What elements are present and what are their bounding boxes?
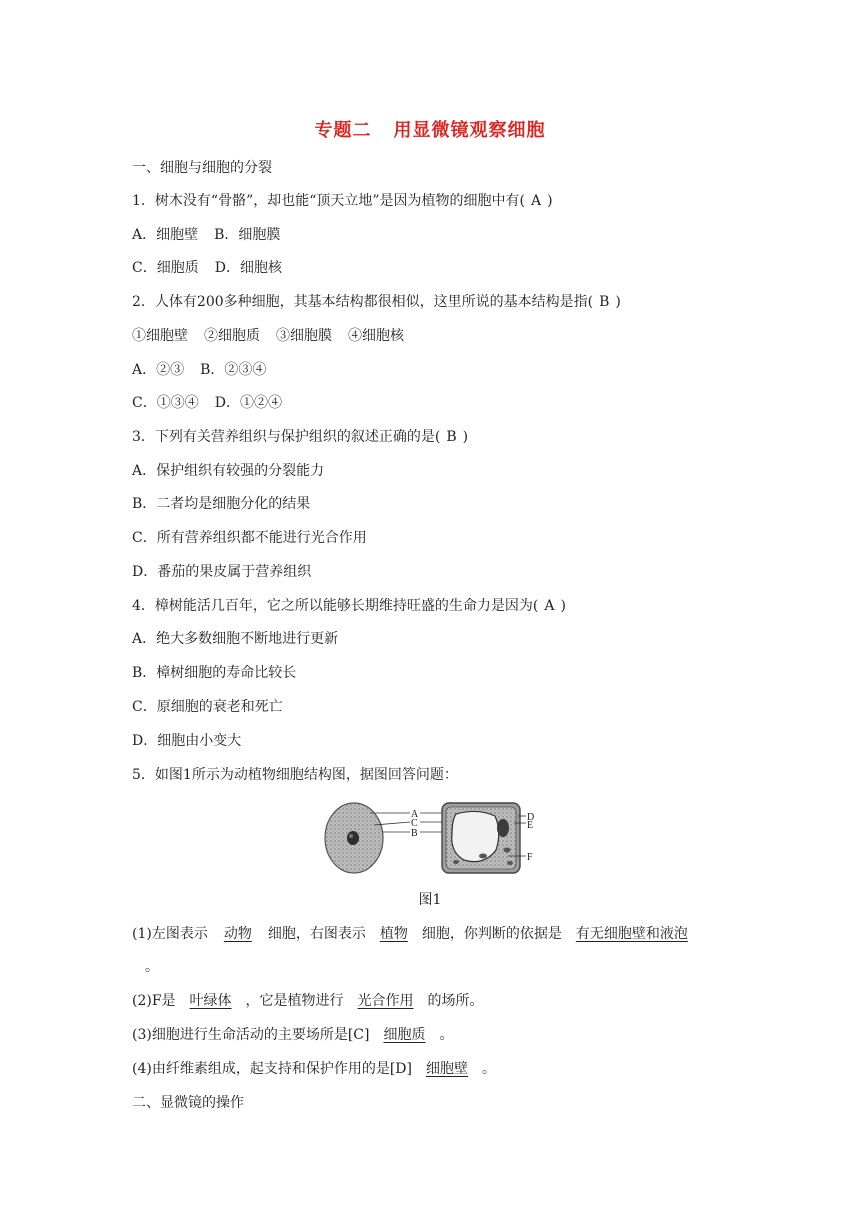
figure-label-e: E [527,820,534,831]
q4-stem: 4．樟树能活几百年，它之所以能够长期维持旺盛的生命力是因为( [132,598,539,614]
page-title [0,116,860,142]
q2-item-1: ①细胞壁 [132,328,188,344]
q1-options-cd [132,258,282,278]
q5-p1-answer-3 [562,924,688,944]
title-part1: 专题二 [314,120,372,141]
q5-p1-text-b: 细胞，右图表示 [267,926,366,942]
cell-diagram-svg [318,800,543,876]
q2-option-a: A．②③ [132,362,185,378]
q5-p4-answer-text: 细胞壁 [425,1061,468,1077]
q1-close: ) [547,193,553,209]
cell-structure-figure [318,800,543,876]
animal-nucleolus [349,834,353,838]
q2-options-cd [132,393,282,413]
q5-p1-text-a: (1)左图表示 [132,926,208,942]
q2-option-b: B．②③④ [200,362,267,378]
q2-option-d: D．①②④ [214,395,282,411]
plant-chloroplast-3 [453,860,459,864]
question-2 [132,292,621,312]
q5-p2-text-b: ，它是植物进行 [245,993,344,1009]
q2-options-ab [132,360,266,380]
q4-option-b: B．樟树细胞的寿命比较长 [132,665,297,681]
q2-item-4: ④细胞核 [348,328,404,344]
figure-label-a: A [411,809,419,820]
q1-option-c: C．细胞质 [132,260,199,276]
q4-option-c: C．原细胞的衰老和死亡 [132,699,283,715]
q5-p1-answer-2-text: 植物 [379,926,408,942]
q5-p3-text-a: (3)细胞进行生命活动的主要场所是[C] [132,1027,370,1043]
q2-item-2: ②细胞质 [204,328,260,344]
q2-close: ) [615,294,621,310]
q5-p1-answer-1 [208,924,268,944]
q5-part-3 [132,1025,453,1045]
q5-p2-text-c: 的场所。 [427,993,484,1009]
q5-p2-text-a: (2)F是 [132,993,176,1009]
figure-label-b: B [411,828,418,839]
q3-stem: 3．下列有关营养组织与保护组织的叙述正确的是( [132,429,441,445]
section-heading-2: 二、显微镜的操作 [132,1095,244,1111]
q2-answer: B [599,294,610,310]
plant-vacuole [452,811,499,861]
q3-answer: B [446,429,457,445]
q5-p2-answer-2-text: 光合作用 [357,993,414,1009]
q1-stem: 1．树木没有“骨骼”，却也能“顶天立地”是因为植物的细胞中有( [132,193,525,209]
q3-option-d: D．番茄的果皮属于营养组织 [132,564,312,580]
q5-p2-answer-2 [344,991,428,1011]
q2-stem: 2．人体有200多种细胞，其基本结构都很相似，这里所说的基本结构是指( [132,294,594,310]
q5-p1-end: 。 [145,959,159,975]
q5-part-1-continued [132,957,159,977]
q5-p3-text-b: 。 [439,1027,454,1043]
q2-items [132,326,404,346]
q1-option-b: B．细胞膜 [214,227,281,243]
q3-option-b: B．二者均是细胞分化的结果 [132,496,311,512]
q5-p4-answer [412,1059,482,1079]
q5-p4-text-b: 。 [481,1061,496,1077]
q4-answer: A [544,598,555,614]
q1-option-d: D．细胞核 [214,260,282,276]
animal-nucleus [347,831,359,845]
figure-caption: 图1 [418,892,442,908]
q5-p1-answer-3-text: 有无细胞壁和液泡 [575,926,688,942]
q1-option-a: A．细胞壁 [132,227,199,243]
q5-part-4 [132,1059,496,1079]
plant-chloroplast-2 [504,848,511,853]
plant-chloroplast-1 [479,854,487,859]
q5-p1-answer-1-text: 动物 [223,926,252,942]
section-heading-1: 一、细胞与细胞的分裂 [132,160,272,176]
q1-options-ab [132,225,280,245]
q1-answer: A [531,193,542,209]
q5-p4-text-a: (4)由纤维素组成，起支持和保护作用的是[D] [132,1061,412,1077]
q5-p1-text-c: 细胞，你判断的依据是 [421,926,562,942]
q3-option-a: A．保护组织有较强的分裂能力 [132,463,325,479]
q2-item-3: ③细胞膜 [276,328,332,344]
q3-close: ) [462,429,469,445]
figure-label-f: F [527,852,533,863]
q5-p3-answer [369,1025,439,1045]
q4-option-d: D．细胞由小变大 [132,733,242,749]
q5-part-2 [132,991,484,1011]
question-4 [132,596,566,616]
question-5: 5．如图1所示为动植物细胞结构图，据图回答问题： [132,767,458,783]
q5-p3-answer-text: 细胞质 [383,1027,426,1043]
q2-option-c: C．①③④ [132,395,199,411]
q4-option-a: A．绝大多数细胞不断地进行更新 [132,631,339,647]
question-1 [132,191,553,211]
plant-chloroplast-4 [507,861,513,865]
figure-label-d: D [527,812,535,823]
q4-close: ) [560,598,566,614]
question-3 [132,427,468,447]
q5-p2-answer-1 [176,991,246,1011]
figure-label-c: C [411,818,418,829]
q5-p2-answer-1-text: 叶绿体 [189,993,232,1009]
q3-option-c: C．所有营养组织都不能进行光合作用 [132,530,367,546]
title-part2: 用显微镜观察细胞 [393,120,546,141]
plant-nucleus [497,819,509,837]
q5-p1-answer-2 [366,924,422,944]
q5-part-1 [132,924,688,944]
q5-p1-answer-3-tail [132,957,145,977]
